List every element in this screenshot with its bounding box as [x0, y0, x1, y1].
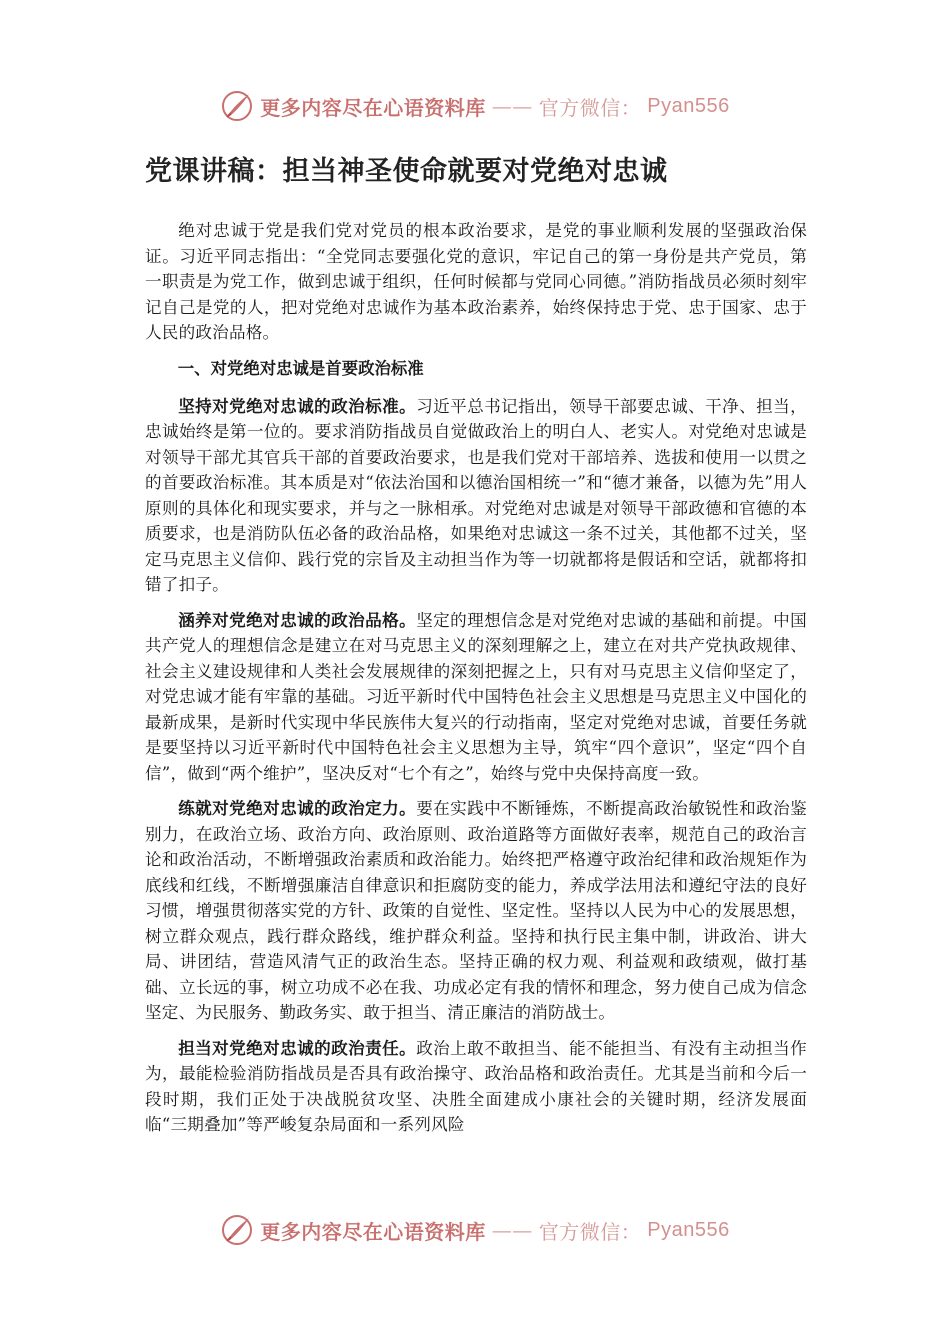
- paragraph-3-body: 要在实践中不断锤炼，不断提高政治敏锐性和政治鉴别力，在政治立场、政治方向、政治原则、政治道路等方面做好表率，规范自己的政治言论和政治活动，不断增强政治素质和政治能力。始终把严格遵守政治纪律和政治规矩作为底线和红线，不断增强廉洁自律意识和拒腐防变的能力，养成学法用法和遵纪守法的良好习惯，增强贯彻落实党的方针、政策的自觉性、坚定性。坚持以人民为中心的发展思想，树立群众观点，践行群众路线，维护群众利益。坚持和执行民主集中制，讲政治、讲大局、讲团结，营造风清气正的政治生态。坚持正确的权力观、利益观和政绩观，做打基础、立长远的事，树立功成不必在我、功成必定有我的情怀和理念，努力使自己成为信念坚定、为民服务、勤政务实、敢于担当、清正廉洁的消防战士。: [145, 799, 807, 1022]
- page-title: 党课讲稿：担当神圣使命就要对党绝对忠诚: [145, 156, 668, 187]
- paragraph-1: [145, 394, 807, 598]
- banner-slogan: 更多内容尽在心语资料库: [260, 95, 486, 120]
- section-heading: 一、对党绝对忠诚是首要政治标准: [177, 358, 424, 378]
- paragraph-3: [145, 796, 807, 1026]
- paragraph-1-lead: 坚持对党绝对忠诚的政治标准。: [178, 396, 417, 416]
- footer-wechat-label: 官方微信：: [538, 1219, 642, 1244]
- paragraph-4-lead: 担当对党绝对忠诚的政治责任。: [178, 1038, 417, 1058]
- document-body: [145, 150, 807, 1148]
- paragraph-3-lead: 练就对党绝对忠诚的政治定力。: [178, 799, 417, 818]
- banner-wechat-label: 官方微信：: [538, 95, 642, 120]
- banner-dash: ——: [491, 94, 533, 118]
- footer-slogan: 更多内容尽在心语资料库: [260, 1219, 486, 1244]
- footer-banner: [0, 1208, 950, 1252]
- quill-pen-icon: [220, 89, 254, 123]
- quill-pen-icon: [220, 1213, 254, 1247]
- paragraph-2: [145, 608, 807, 787]
- banner-wechat-id: Pyan556: [647, 94, 730, 117]
- paragraph-1-body: 习近平总书记指出，领导干部要忠诚、干净、担当，忠诚始终是第一位的。要求消防指战员自觉做政治上的明白人、老实人。对党绝对忠诚是对领导干部尤其官兵干部的首要政治要求，也是我们党对干部培养、选拔和使用一以贯之的首要政治标准。其本质是对“依法治国和以德治国相统一”和“德才兼备，以德为先”用人原则的具体化和现实要求，并与之一脉相承。对党绝对忠诚是对领导干部政德和官德的本质要求，也是消防队伍必备的政治品格，如果绝对忠诚这一条不过关，其他都不过关，坚定马克思主义信仰、践行党的宗旨及主动担当作为等一切就都将是假话和空话，就都将扣错了扣子。: [145, 396, 807, 594]
- paragraph-2-body: 坚定的理想信念是对党绝对忠诚的基础和前提。中国共产党人的理想信念是建立在对马克思主义的深刻理解之上，建立在对共产党执政规律、社会主义建设规律和人类社会发展规律的深刻把握之上，只有对马克思主义信仰坚定了，对党忠诚才能有牢靠的基础。习近平新时代中国特色社会主义思想是马克思主义中国化的最新成果，是新时代实现中华民族伟大复兴的行动指南，坚定对党绝对忠诚，首要任务就是要坚持以习近平新时代中国特色社会主义思想为主导，筑牢“四个意识”，坚定“四个自信”，做到“两个维护”，坚决反对“七个有之”，始终与党中央保持高度一致。: [145, 610, 807, 783]
- header-banner: [0, 84, 950, 128]
- paragraph-4: [145, 1036, 807, 1138]
- paragraph-2-lead: 涵养对党绝对忠诚的政治品格。: [178, 610, 417, 630]
- intro-paragraph: 绝对忠诚于党是我们党对党员的根本政治要求，是党的事业顺利发展的坚强政治保证。习近平同志指出：“全党同志要强化党的意识，牢记自己的第一身份是共产党员，第一职责是为党工作，做到忠诚于组织，任何时候都与党同心同德。”消防指战员必须时刻牢记自己是党的人，把对党绝对忠诚作为基本政治素养，始终保持忠于党、忠于国家、忠于人民的政治品格。: [145, 221, 807, 342]
- footer-dash: ——: [491, 1218, 533, 1242]
- header-banner-inner: [220, 89, 729, 123]
- paragraph-4-body: 政治上敢不敢担当、能不能担当、有没有主动担当作为，最能检验消防指战员是否具有政治操守、政治品格和政治责任。尤其是当前和今后一段时期，我们正处于决战脱贫攻坚、决胜全面建成小康社会的关键时期，经济发展面临“三期叠加”等严峻复杂局面和一系列风险: [145, 1038, 807, 1134]
- footer-wechat-id: Pyan556: [647, 1218, 730, 1241]
- footer-banner-inner: [220, 1213, 729, 1247]
